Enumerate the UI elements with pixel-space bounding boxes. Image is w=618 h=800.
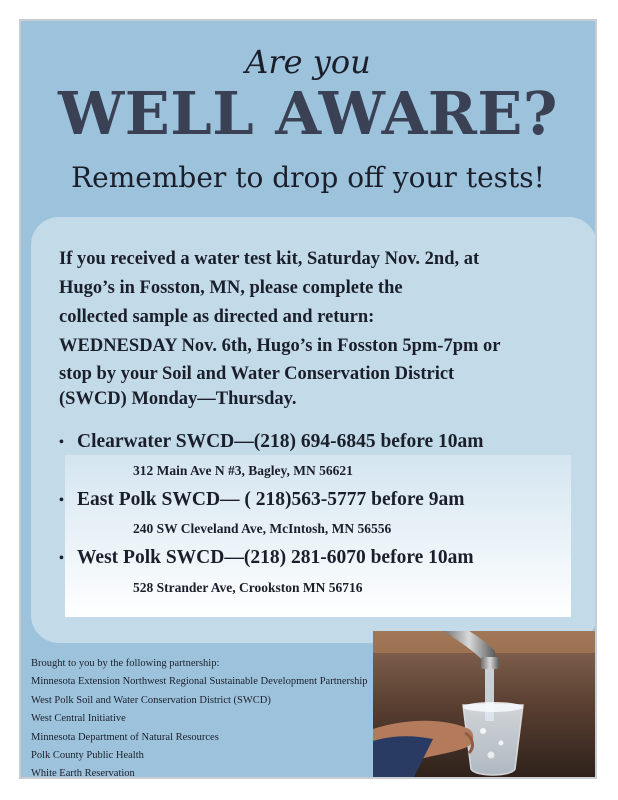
- bullet-icon: •: [59, 434, 64, 450]
- heading-are-you: Are you: [245, 43, 371, 81]
- intro-line: collected sample as directed and return:: [59, 307, 375, 327]
- heading-well-aware: WELL AWARE?: [58, 79, 558, 148]
- office-contact: East Polk SWCD— ( 218)563-5777 before 9am: [77, 489, 465, 510]
- heading-reminder: Remember to drop off your tests!: [71, 161, 545, 194]
- office-clearwater: [59, 431, 484, 453]
- partners-intro: Brought to you by the following partnership:: [31, 658, 220, 669]
- faucet-glass-illustration: [373, 631, 595, 779]
- office-address: 312 Main Ave N #3, Bagley, MN 56621: [133, 463, 353, 478]
- office-contact: West Polk SWCD—(218) 281-6070 before 10am: [77, 547, 474, 568]
- partner-item: West Polk Soil and Water Conservation District (SWCD): [31, 694, 271, 706]
- office-east-polk: [59, 489, 464, 511]
- bullet-icon: •: [59, 492, 64, 508]
- office-address: 240 SW Cleveland Ave, McIntosh, MN 56556: [133, 521, 392, 536]
- office-contact: Clearwater SWCD—(218) 694-6845 before 10am: [77, 431, 484, 452]
- partner-item: West Central Initiative: [31, 713, 126, 725]
- intro-line: stop by your Soil and Water Conservation District: [59, 364, 455, 384]
- partner-item: Minnesota Department of Natural Resources: [31, 731, 219, 743]
- partner-item: White Earth Reservation: [31, 768, 135, 779]
- intro-line: If you received a water test kit, Saturday Nov. 2nd, at: [59, 249, 480, 269]
- office-address: 528 Strander Ave, Crookston MN 56716: [133, 580, 363, 595]
- flyer: [19, 19, 597, 779]
- intro-line: Hugo’s in Fosston, MN, please complete the: [59, 278, 403, 298]
- faucet-photo: [373, 631, 595, 779]
- partners-list: [31, 655, 381, 779]
- partner-item: Minnesota Extension Northwest Regional Sustainable Development Partnership: [31, 676, 368, 688]
- intro-line: WEDNESDAY Nov. 6th, Hugo’s in Fosston 5pm-7pm or: [59, 336, 501, 356]
- bullet-icon: •: [59, 550, 64, 566]
- office-west-polk: [59, 547, 474, 569]
- intro-text: [59, 245, 589, 411]
- intro-line: (SWCD) Monday—Thursday.: [59, 389, 297, 409]
- partner-item: Polk County Public Health: [31, 749, 144, 761]
